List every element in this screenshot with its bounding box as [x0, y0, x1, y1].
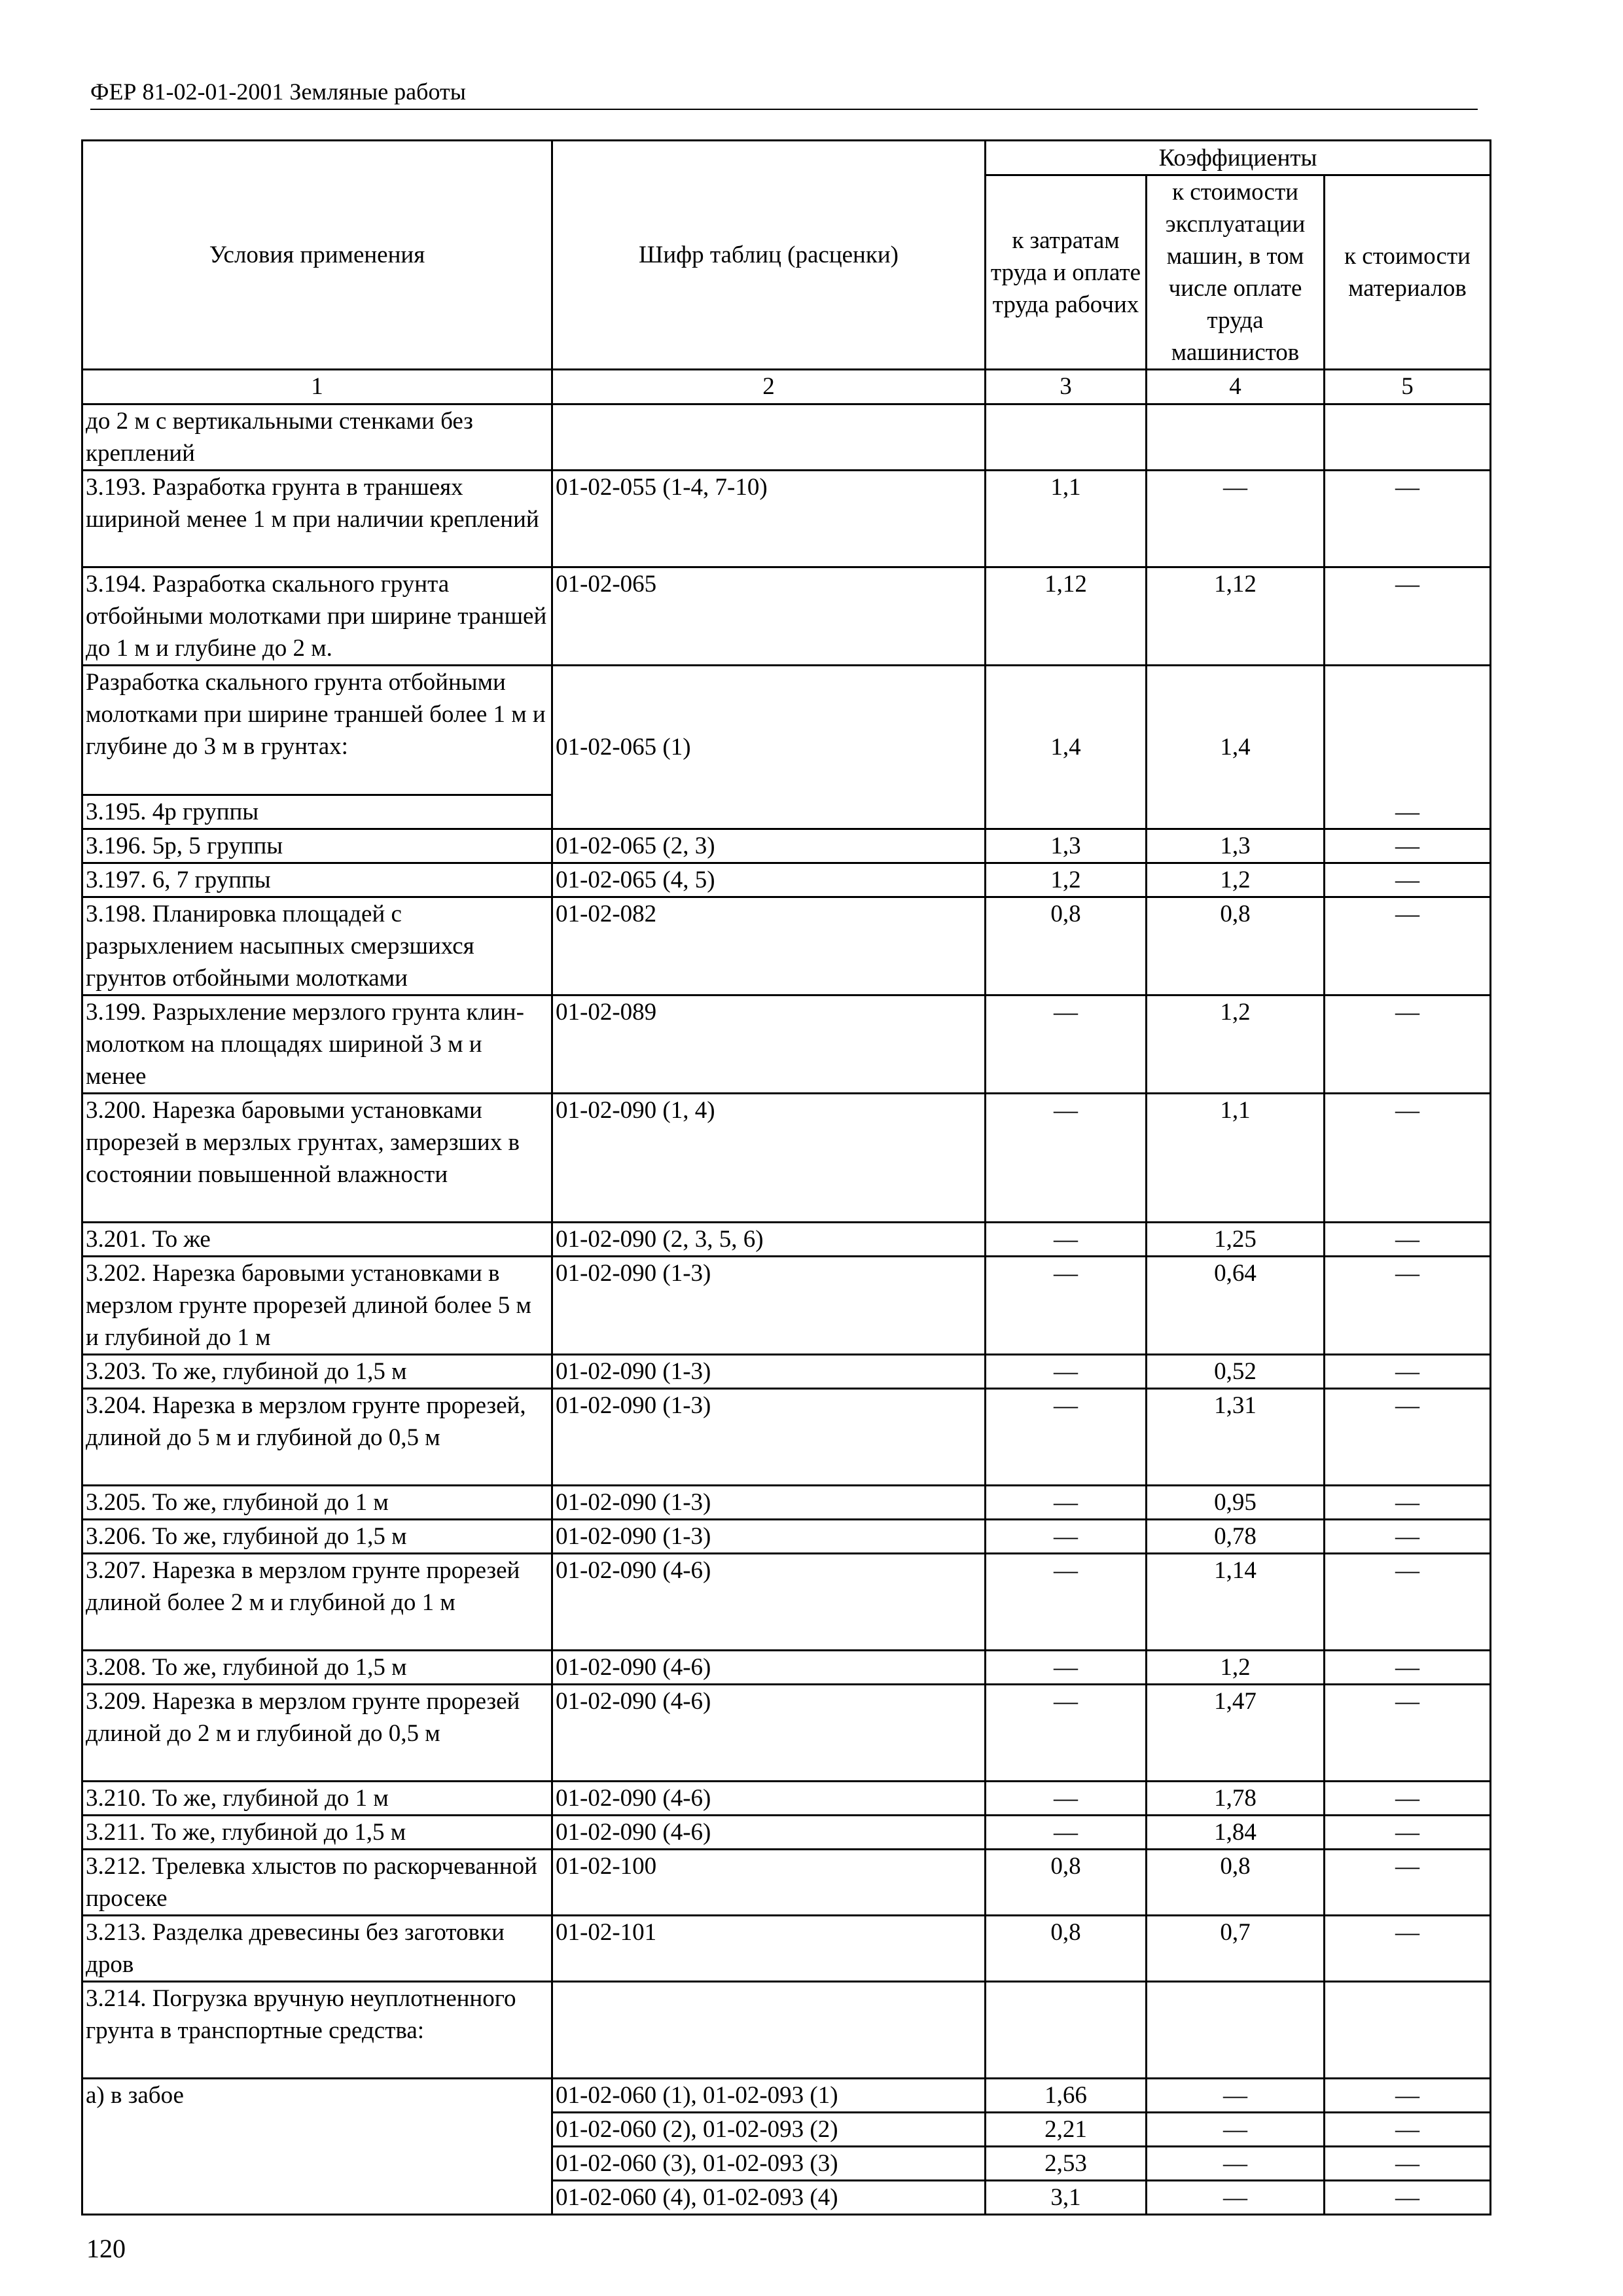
labor-coef-cell: 0,8 [986, 897, 1147, 996]
document-title: ФЕР 81-02-01-2001 Земляные работы [90, 79, 466, 105]
machines-coef-cell: 0,8 [1147, 1850, 1325, 1916]
labor-coef-cell: 3,1 [986, 2181, 1147, 2215]
materials-coef-cell: — [1325, 666, 1491, 829]
materials-coef-cell: — [1325, 1486, 1491, 1520]
conditions-cell: 3.202. Нарезка баровыми установками в мерзлом грунте прорезей длиной более 5 м и глубиной до 1 м [82, 1257, 552, 1355]
table-row [82, 1554, 1491, 1651]
header-conditions: Условия применения [82, 141, 552, 370]
materials-coef-cell: — [1325, 1257, 1491, 1355]
conditions-cell: 3.198. Планировка площадей с разрыхлением насыпных смерзшихся грунтов отбойными молотками [82, 897, 552, 996]
machines-coef-cell: 0,7 [1147, 1916, 1325, 1982]
machines-coef-cell: 1,2 [1147, 996, 1325, 1094]
table-row [82, 1916, 1491, 1982]
table-row [82, 1816, 1491, 1850]
conditions-cell: 3.208. То же, глубиной до 1,5 м [82, 1651, 552, 1685]
table-row [82, 1685, 1491, 1782]
materials-coef-cell: — [1325, 1094, 1491, 1223]
labor-coef-cell: — [986, 1685, 1147, 1782]
code-cell: 01-02-090 (4-6) [552, 1651, 986, 1685]
conditions-cell: 3.207. Нарезка в мерзлом грунте прорезей длиной более 2 м и глубиной до 1 м [82, 1554, 552, 1651]
table-row [82, 1850, 1491, 1916]
table-row [82, 404, 1491, 471]
table-row [82, 1223, 1491, 1257]
header-labor: к затратам труда и оплате труда рабочих [986, 175, 1147, 370]
code-cell: 01-02-060 (3), 01-02-093 (3) [552, 2147, 986, 2181]
code-cell: 01-02-090 (1, 4) [552, 1094, 986, 1223]
labor-coef-cell: 0,8 [986, 1916, 1147, 1982]
column-number: 4 [1147, 370, 1325, 404]
machines-coef-cell: 1,31 [1147, 1389, 1325, 1486]
labor-coef-cell: 1,2 [986, 863, 1147, 897]
conditions-cell: 3.209. Нарезка в мерзлом грунте прорезей длиной до 2 м и глубиной до 0,5 м [82, 1685, 552, 1782]
conditions-cell: 3.204. Нарезка в мерзлом грунте прорезей, длиной до 5 м и глубиной до 0,5 м [82, 1389, 552, 1486]
materials-coef-cell: — [1325, 1554, 1491, 1651]
machines-coef-cell: — [1147, 2079, 1325, 2113]
labor-coef-cell: 2,21 [986, 2113, 1147, 2147]
materials-coef-cell [1325, 1982, 1491, 2079]
machines-coef-cell [1147, 404, 1325, 471]
table-row [82, 1651, 1491, 1685]
materials-coef-cell: — [1325, 1520, 1491, 1554]
code-cell: 01-02-090 (1-3) [552, 1257, 986, 1355]
code-cell: 01-02-065 (4, 5) [552, 863, 986, 897]
labor-coef-cell: — [986, 1257, 1147, 1355]
labor-coef-cell: 1,3 [986, 829, 1147, 863]
code-cell: 01-02-065 (1) [552, 666, 986, 829]
table-row [82, 1782, 1491, 1816]
materials-coef-cell: — [1325, 1355, 1491, 1389]
machines-coef-cell: 1,2 [1147, 1651, 1325, 1685]
code-cell: 01-02-060 (1), 01-02-093 (1) [552, 2079, 986, 2113]
conditions-cell: 3.212. Трелевка хлыстов по раскорчеванной просеке [82, 1850, 552, 1916]
code-cell: 01-02-090 (1-3) [552, 1486, 986, 1520]
materials-coef-cell: — [1325, 996, 1491, 1094]
code-cell: 01-02-090 (1-3) [552, 1355, 986, 1389]
table-row [82, 1486, 1491, 1520]
header-code: Шифр таблиц (расценки) [552, 141, 986, 370]
labor-coef-cell: — [986, 1816, 1147, 1850]
machines-coef-cell: — [1147, 471, 1325, 567]
code-cell: 01-02-090 (1-3) [552, 1389, 986, 1486]
code-cell: 01-02-060 (4), 01-02-093 (4) [552, 2181, 986, 2215]
materials-coef-cell: — [1325, 1389, 1491, 1486]
materials-coef-cell: — [1325, 1816, 1491, 1850]
table-row [82, 1355, 1491, 1389]
machines-coef-cell: 1,25 [1147, 1223, 1325, 1257]
conditions-cell: Разработка скального грунта отбойными молотками при ширине траншей более 1 м и глубине до 3 м в грунтах: [82, 666, 552, 795]
code-cell: 01-02-090 (4-6) [552, 1782, 986, 1816]
labor-coef-cell: — [986, 1554, 1147, 1651]
machines-coef-cell: 1,3 [1147, 829, 1325, 863]
materials-coef-cell: — [1325, 1223, 1491, 1257]
page-header [90, 77, 1478, 110]
machines-coef-cell: 1,4 [1147, 666, 1325, 829]
materials-coef-cell: — [1325, 567, 1491, 666]
materials-coef-cell: — [1325, 2147, 1491, 2181]
conditions-cell: 3.211. То же, глубиной до 1,5 м [82, 1816, 552, 1850]
machines-coef-cell: 1,78 [1147, 1782, 1325, 1816]
code-cell: 01-02-065 [552, 567, 986, 666]
labor-coef-cell: 1,66 [986, 2079, 1147, 2113]
labor-coef-cell [986, 1982, 1147, 2079]
table-row [82, 1389, 1491, 1486]
labor-coef-cell: 0,8 [986, 1850, 1147, 1916]
column-number: 2 [552, 370, 986, 404]
code-cell: 01-02-055 (1-4, 7-10) [552, 471, 986, 567]
materials-coef-cell: — [1325, 2079, 1491, 2113]
conditions-cell: 3.193. Разработка грунта в траншеях шириной менее 1 м при наличии креплений [82, 471, 552, 567]
materials-coef-cell: — [1325, 1850, 1491, 1916]
materials-coef-cell: — [1325, 1782, 1491, 1816]
conditions-cell: 3.214. Погрузка вручную неуплотненного грунта в транспортные средства: [82, 1982, 552, 2079]
materials-coef-cell: — [1325, 2113, 1491, 2147]
materials-coef-cell: — [1325, 863, 1491, 897]
conditions-cell: 3.213. Разделка древесины без заготовки дров [82, 1916, 552, 1982]
code-cell [552, 1982, 986, 2079]
materials-coef-cell: — [1325, 829, 1491, 863]
table-row [82, 1094, 1491, 1223]
code-cell: 01-02-060 (2), 01-02-093 (2) [552, 2113, 986, 2147]
labor-coef-cell: — [986, 1782, 1147, 1816]
code-cell: 01-02-101 [552, 1916, 986, 1982]
column-number: 5 [1325, 370, 1491, 404]
table-row [82, 829, 1491, 863]
code-cell [552, 404, 986, 471]
machines-coef-cell: 0,78 [1147, 1520, 1325, 1554]
labor-coef-cell: — [986, 1486, 1147, 1520]
labor-coef-cell: 2,53 [986, 2147, 1147, 2181]
machines-coef-cell: 0,52 [1147, 1355, 1325, 1389]
machines-coef-cell: — [1147, 2113, 1325, 2147]
labor-coef-cell: — [986, 1651, 1147, 1685]
labor-coef-cell: — [986, 1389, 1147, 1486]
materials-coef-cell: — [1325, 897, 1491, 996]
code-cell: 01-02-082 [552, 897, 986, 996]
page-number: 120 [86, 2234, 126, 2263]
code-cell: 01-02-090 (4-6) [552, 1816, 986, 1850]
machines-coef-cell: 1,2 [1147, 863, 1325, 897]
machines-coef-cell: 1,14 [1147, 1554, 1325, 1651]
table-row [82, 996, 1491, 1094]
conditions-cell: 3.200. Нарезка баровыми установками прорезей в мерзлых грунтах, замерзших в состоянии повышенной влажности [82, 1094, 552, 1223]
conditions-cell: 3.201. То же [82, 1223, 552, 1257]
materials-coef-cell: — [1325, 1916, 1491, 1982]
header-materials: к стоимости материалов [1325, 175, 1491, 370]
materials-coef-cell: — [1325, 1685, 1491, 1782]
column-number: 1 [82, 370, 552, 404]
header-coefficients: Коэффициенты [986, 141, 1491, 175]
table-row [82, 897, 1491, 996]
conditions-cell: а) в забое [82, 2079, 552, 2215]
machines-coef-cell: 1,47 [1147, 1685, 1325, 1782]
conditions-cell: 3.195. 4р группы [82, 795, 552, 829]
machines-coef-cell: — [1147, 2147, 1325, 2181]
labor-coef-cell: — [986, 1094, 1147, 1223]
table-row [82, 863, 1491, 897]
labor-coef-cell: 1,4 [986, 666, 1147, 829]
labor-coef-cell: 1,12 [986, 567, 1147, 666]
conditions-cell: 3.199. Разрыхление мерзлого грунта клин-молотком на площадях шириной 3 м и менее [82, 996, 552, 1094]
conditions-cell: 3.206. То же, глубиной до 1,5 м [82, 1520, 552, 1554]
machines-coef-cell: 0,64 [1147, 1257, 1325, 1355]
code-cell: 01-02-100 [552, 1850, 986, 1916]
machines-coef-cell: 1,1 [1147, 1094, 1325, 1223]
labor-coef-cell: — [986, 1355, 1147, 1389]
code-cell: 01-02-089 [552, 996, 986, 1094]
labor-coef-cell: 1,1 [986, 471, 1147, 567]
conditions-cell: 3.194. Разработка скального грунта отбойными молотками при ширине траншей до 1 м и глубине до 2 м. [82, 567, 552, 666]
code-cell: 01-02-090 (1-3) [552, 1520, 986, 1554]
table-row [82, 1520, 1491, 1554]
machines-coef-cell: 1,84 [1147, 1816, 1325, 1850]
machines-coef-cell: 0,8 [1147, 897, 1325, 996]
code-cell: 01-02-090 (4-6) [552, 1554, 986, 1651]
table-row [82, 567, 1491, 666]
materials-coef-cell: — [1325, 1651, 1491, 1685]
code-cell: 01-02-090 (4-6) [552, 1685, 986, 1782]
conditions-cell: 3.197. 6, 7 группы [82, 863, 552, 897]
coefficients-table [81, 139, 1491, 2215]
conditions-cell: 3.203. То же, глубиной до 1,5 м [82, 1355, 552, 1389]
materials-coef-cell [1325, 404, 1491, 471]
materials-coef-cell: — [1325, 2181, 1491, 2215]
machines-coef-cell: — [1147, 2181, 1325, 2215]
column-number: 3 [986, 370, 1147, 404]
table-row [82, 1982, 1491, 2079]
labor-coef-cell: — [986, 1520, 1147, 1554]
header-machines: к стоимости эксплуатации машин, в том числе оплате труда машинистов [1147, 175, 1325, 370]
labor-coef-cell [986, 404, 1147, 471]
machines-coef-cell: 1,12 [1147, 567, 1325, 666]
labor-coef-cell: — [986, 1223, 1147, 1257]
table-row [82, 666, 1491, 795]
conditions-cell: 3.196. 5р, 5 группы [82, 829, 552, 863]
code-cell: 01-02-090 (2, 3, 5, 6) [552, 1223, 986, 1257]
conditions-cell: 3.205. То же, глубиной до 1 м [82, 1486, 552, 1520]
labor-coef-cell: — [986, 996, 1147, 1094]
materials-coef-cell: — [1325, 471, 1491, 567]
code-cell: 01-02-065 (2, 3) [552, 829, 986, 863]
machines-coef-cell: 0,95 [1147, 1486, 1325, 1520]
conditions-cell: 3.210. То же, глубиной до 1 м [82, 1782, 552, 1816]
conditions-cell: до 2 м с вертикальными стенками без креплений [82, 404, 552, 471]
table-row [82, 2079, 1491, 2113]
table-row [82, 1257, 1491, 1355]
machines-coef-cell [1147, 1982, 1325, 2079]
table-row [82, 471, 1491, 567]
